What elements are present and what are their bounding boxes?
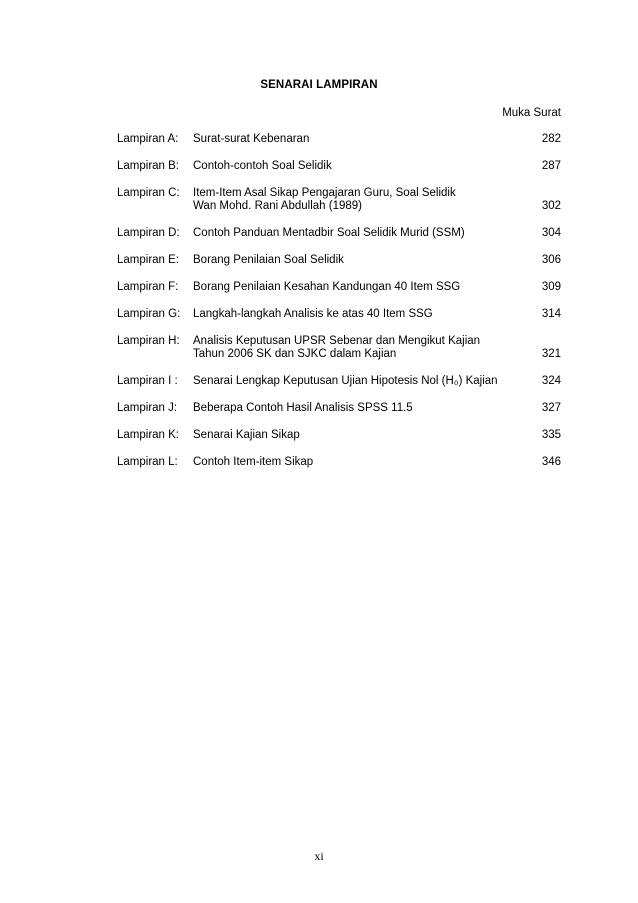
appendix-code: Lampiran G:	[117, 308, 181, 320]
appendix-code: Lampiran F:	[117, 281, 179, 293]
appendix-list	[117, 133, 561, 483]
appendix-entry	[117, 281, 561, 294]
appendix-code: Lampiran E:	[117, 254, 180, 266]
appendix-title	[193, 133, 521, 146]
appendix-title-line: Contoh-contoh Soal Selidik	[193, 160, 332, 172]
appendix-title	[193, 429, 521, 442]
appendix-code: Lampiran A:	[117, 133, 179, 145]
appendix-code: Lampiran I :	[117, 375, 178, 387]
appendix-title-line: Surat-surat Kebenaran	[193, 133, 310, 145]
appendix-title-line: Borang Penilaian Kesahan Kandungan 40 Item SSG	[193, 281, 461, 293]
appendix-page-number: 306	[541, 254, 561, 266]
appendix-entry	[117, 133, 561, 146]
appendix-page-number: 346	[541, 456, 561, 468]
appendix-page-number: 314	[541, 308, 561, 320]
appendix-title	[193, 456, 521, 469]
appendix-title	[193, 187, 521, 213]
appendix-code: Lampiran C:	[117, 187, 180, 199]
appendix-entry	[117, 375, 561, 388]
appendix-title-line: Beberapa Contoh Hasil Analisis SPSS 11.5	[193, 402, 413, 414]
appendix-entry	[117, 335, 561, 361]
appendix-title-line: Tahun 2006 SK dan SJKC dalam Kajian	[193, 348, 397, 360]
appendix-code: Lampiran J:	[117, 402, 178, 414]
appendix-title-line: Analisis Keputusan UPSR Sebenar dan Mengikut Kajian	[193, 335, 481, 347]
appendix-title	[193, 402, 521, 415]
appendix-entry	[117, 429, 561, 442]
appendix-title	[193, 160, 521, 173]
appendix-title-line: Wan Mohd. Rani Abdullah (1989)	[193, 200, 362, 212]
appendix-title	[193, 335, 521, 361]
appendix-title-line: Contoh Panduan Mentadbir Soal Selidik Murid (SSM)	[193, 227, 465, 239]
appendix-title-line: Contoh Item-item Sikap	[193, 456, 314, 468]
appendix-title-line: Langkah-langkah Analisis ke atas 40 Item SSG	[193, 308, 433, 320]
appendix-entry	[117, 308, 561, 321]
appendix-title	[193, 375, 521, 388]
appendix-page-number: 287	[541, 160, 561, 172]
appendix-title-line: Senarai Lengkap Keputusan Ujian Hipotesis Nol (H₀) Kajian	[193, 375, 498, 387]
appendix-page-number: 304	[541, 227, 561, 239]
appendix-page-number: 302	[541, 200, 561, 212]
appendix-page-number: 324	[541, 375, 561, 387]
appendix-page-number: 309	[541, 281, 561, 293]
appendix-entry	[117, 160, 561, 173]
appendix-title	[193, 281, 521, 294]
appendix-entry	[117, 227, 561, 240]
appendix-page-number: 282	[541, 133, 561, 145]
appendix-code: Lampiran H:	[117, 335, 180, 347]
appendix-title-line: Item-Item Asal Sikap Pengajaran Guru, Soal Selidik	[193, 187, 456, 199]
appendix-title-line: Senarai Kajian Sikap	[193, 429, 300, 441]
page-column-header: Muka Surat	[502, 107, 561, 119]
appendix-code: Lampiran B:	[117, 160, 180, 172]
page-number-footer: xi	[314, 849, 324, 863]
appendix-code: Lampiran L:	[117, 456, 178, 468]
appendix-page-number: 321	[541, 348, 561, 360]
appendix-entry	[117, 456, 561, 469]
appendix-entry	[117, 254, 561, 267]
appendix-title	[193, 254, 521, 267]
appendix-title	[193, 308, 521, 321]
appendix-page-number: 327	[541, 402, 561, 414]
appendix-code: Lampiran K:	[117, 429, 180, 441]
page-title: SENARAI LAMPIRAN	[260, 79, 378, 91]
appendix-entry	[117, 187, 561, 213]
appendix-title	[193, 227, 521, 240]
appendix-entry	[117, 402, 561, 415]
appendix-code: Lampiran D:	[117, 227, 180, 239]
appendix-page-number: 335	[541, 429, 561, 441]
appendix-title-line: Borang Penilaian Soal Selidik	[193, 254, 344, 266]
